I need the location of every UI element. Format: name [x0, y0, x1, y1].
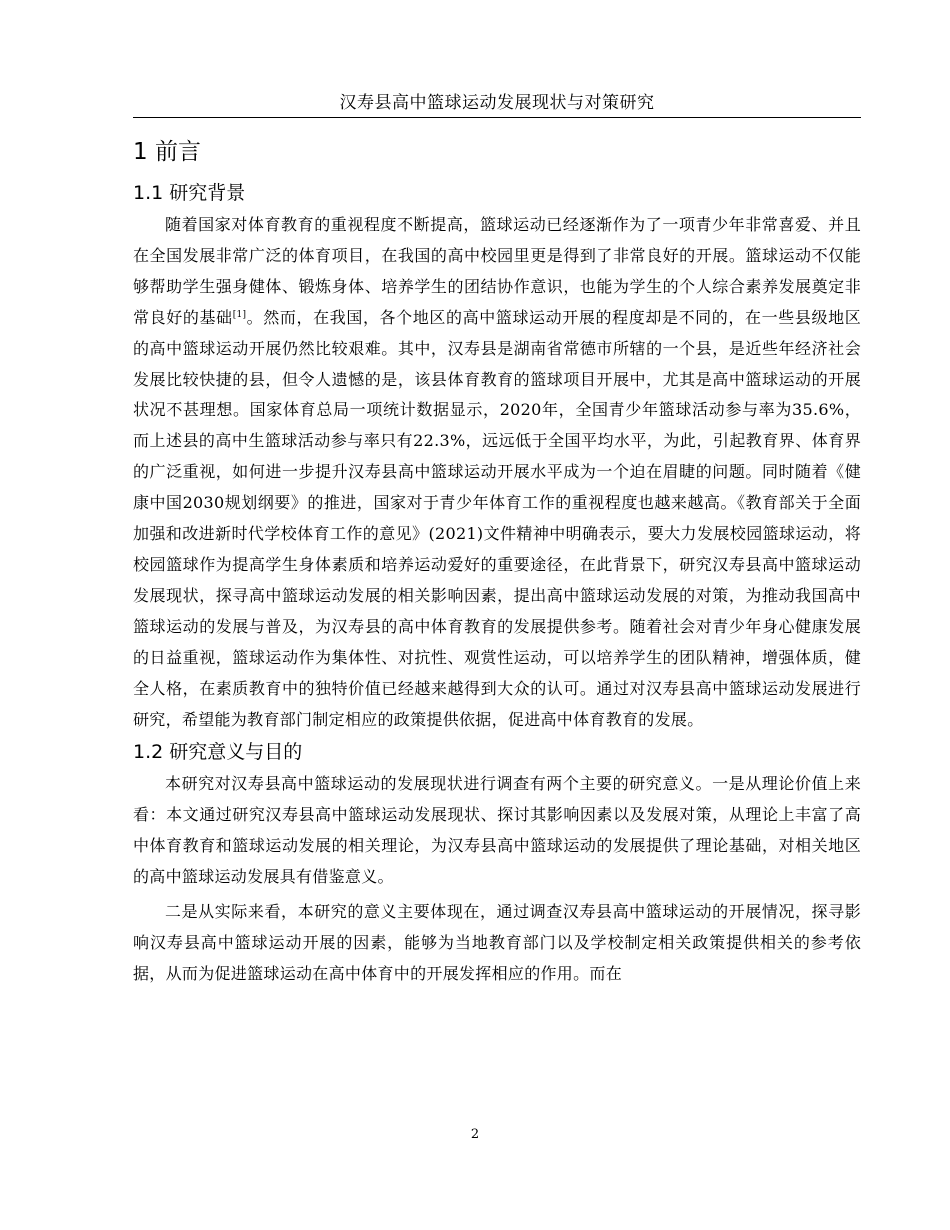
- citation-marker[interactable]: [1]: [232, 309, 247, 320]
- significance-paragraph-1: 本研究对汉寿县高中篮球运动的发展现状进行调查有两个主要的研究意义。一是从理论价值上来看：本文通过研究汉寿县高中篮球运动发展现状、探讨其影响因素以及发展对策，从理论上丰富了高中体育教育和篮球运动发展的相关理论，为汉寿县高中篮球运动的发展提供了理论基础，对相关地区的高中篮球运动发展具有借鉴意义。: [133, 774, 861, 887]
- significance-paragraph-2: 二是从实际来看，本研究的意义主要体现在，通过调查汉寿县高中篮球运动的开展情况，探寻影响汉寿县高中篮球运动开展的因素，能够为当地教育部门以及学校制定相关政策提供相关的参考依据，从而为促进篮球运动在高中体育中的开展发挥相应的作用。而在: [133, 902, 861, 983]
- section-heading-significance: 1.2 研究意义与目的: [133, 741, 303, 764]
- background-text-part-2: 。然而，在我国，各个地区的高中篮球运动开展的程度却是不同的，在一些县级地区的高中篮球运动开展仍然比较艰难。其中，汉寿县是湖南省常德市所辖的一个县，是近些年经济社会发展比较快捷的县，但令人遗憾的是，该县体育教育的篮球项目开展中，尤其是高中篮球运动的开展状况不甚理想。国家体育总局一项统计数据显示，2020年，全国青少年篮球活动参与率为35.6%，而上述县的高中生篮球活动参与率只有22.3%，远远低于全国平均水平，为此，引起教育界、体育界的广泛重视，如何进一步提升汉寿县高中篮球运动开展水平成为一个迫在眉睫的问题。同时随着《健康中国2030规划纲要》的推进，国家对于青少年体育工作的重视程度也越来越高。《教育部关于全面加强和改进新时代学校体育工作的意见》(2021)文件精神中明确表示，要大力发展校园篮球运动，将校园篮球作为提高学生身体素质和培养运动爱好的重要途径，在此背景下，研究汉寿县高中篮球运动发展现状，探寻高中篮球运动发展的相关影响因素，提出高中篮球运动发展的对策，为推动我国高中篮球运动的发展与普及，为汉寿县的高中体育教育的发展提供参考。随着社会对青少年身心健康发展的日益重视，篮球运动作为集体性、对抗性、观赏性运动，可以培养学生的团队精神，增强体质，健全人格，在素质教育中的独特价值已经越来越得到大众的认可。通过对汉寿县高中篮球运动发展进行研究，希望能为教育部门制定相应的政策提供依据，促进高中体育教育的发展。: [133, 307, 861, 729]
- chapter-heading: 1 前言: [133, 139, 201, 165]
- running-header: 汉寿县高中篮球运动发展现状与对策研究: [133, 88, 861, 118]
- background-paragraph: [133, 210, 861, 735]
- background-text-part-1: 随着国家对体育教育的重视程度不断提高，篮球运动已经逐渐作为了一项青少年非常喜爱、并且在全国发展非常广泛的体育项目，在我国的高中校园里更是得到了非常良好的开展。篮球运动不仅能够帮助学生强身健体、锻炼身体、培养学生的团结协作意识，也能为学生的个人综合素养发展奠定非常良好的基础: [133, 215, 861, 327]
- section-heading-background: 1.1 研究背景: [133, 182, 246, 204]
- page-body: [133, 134, 861, 990]
- page-number: 2: [470, 1127, 480, 1142]
